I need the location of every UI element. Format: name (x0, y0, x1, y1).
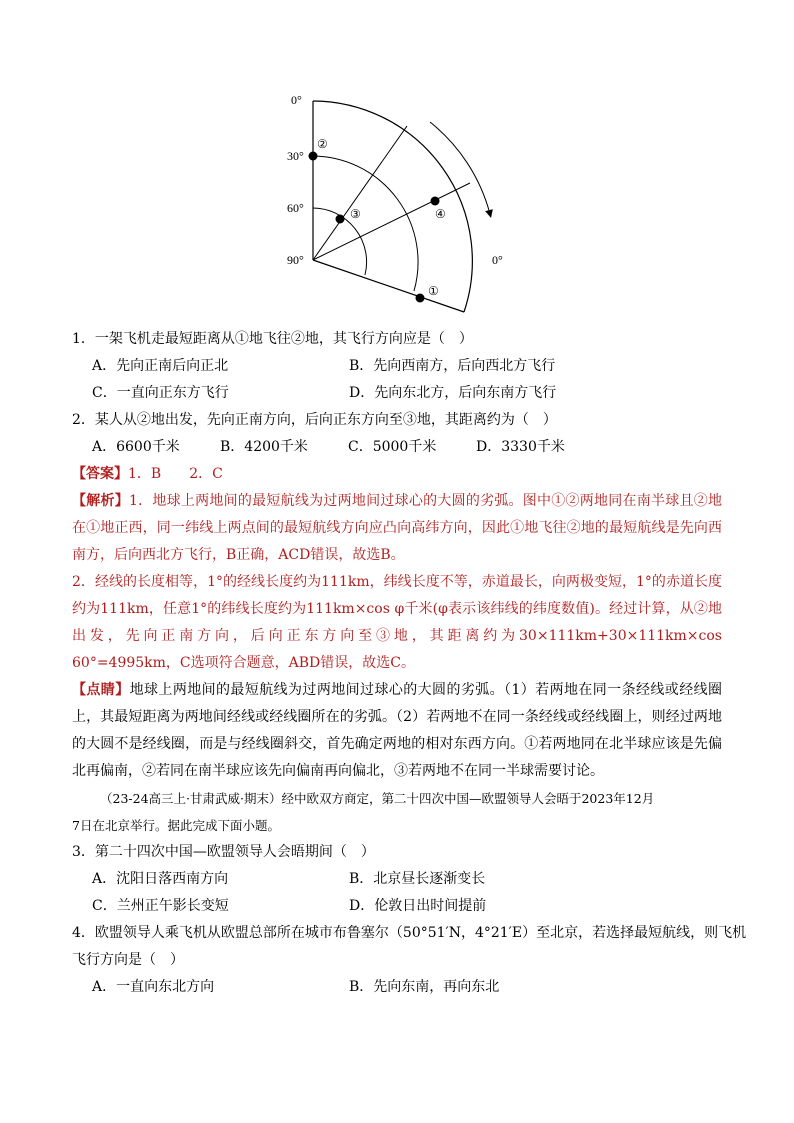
q1-option-a: A．先向正南后向正北 (92, 358, 229, 374)
q4-stem-line2: 飞行方向是（ ） (72, 952, 184, 968)
group-intro-line1: （23-24高三上·甘肃武威·期末）经中欧双方商定，第二十四次中国—欧盟领导人会晤于2023年12月 (100, 791, 655, 806)
polar-quadrant-figure (270, 88, 520, 324)
analysis-p1-text: 1．地球上两地间的最短航线为过两地间过球心的大圆的劣弧。图中①②两地同在南半球且②地在①地正西，同一纬线上两点间的最短航线方向应凸向高纬方向，因此①地飞往②地的最短航线是先向西南方，后向西北方飞行，B正确，ACD错误，故选B。 (72, 493, 723, 563)
q1-option-c: C．一直向正东方飞行 (92, 385, 229, 401)
lat-label-30: 30° (287, 149, 304, 163)
q3-options-row1 (72, 866, 722, 893)
q4-options (72, 974, 722, 1001)
q4-option-b: B．先向东南，再向东北 (349, 979, 500, 995)
lat-label-0: 0° (291, 93, 302, 107)
outer-arc (313, 101, 472, 312)
point-4-dot (431, 197, 440, 206)
point-4-label: ④ (435, 207, 446, 221)
lat-label-90: 90° (287, 253, 304, 267)
analysis-p1 (72, 488, 722, 569)
point-tag: 【点睛】 (72, 682, 130, 698)
analysis-p2: 2．经线的长度相等，1°的经线长度约为111km，纬线长度不等，赤道最长，向两极变短，1°的赤道长度约为111km，任意1°的纬线长度约为111km×cos φ千米(φ表示该纬线的纬度数值)。经过计算，从②地出发，先向正南方向，后向正东方向至③地，其距离约为30×111km+30×111km×cos 60°=4995km，C选项符合题意，ABD错误，故选C。 (72, 574, 722, 671)
q3-options-row2 (72, 893, 722, 920)
q2-stem: 2．某人从②地出发，先向正南方向，后向正东方向至③地，其距离约为（ ） (72, 412, 557, 428)
q2-option-d: D．3330千米 (476, 439, 565, 455)
point-1-dot (416, 294, 425, 303)
q1-option-b: B．先向西南方，后向西北方飞行 (349, 358, 556, 374)
q1-stem: 1．一架飞机走最短距离从①地飞往②地，其飞行方向应是（ ） (72, 331, 473, 347)
group-intro-line2: 7日在北京举行。据此完成下面小题。 (72, 818, 280, 833)
answer-tag: 【答案】 (72, 466, 128, 482)
analysis-tag: 【解析】 (72, 493, 129, 509)
q2-option-a: A．6600千米 (92, 439, 180, 455)
point-3-label: ③ (350, 207, 361, 221)
q1-options-row1 (72, 353, 722, 380)
answer-line (72, 461, 722, 488)
q2-option-c: C．5000千米 (348, 439, 437, 455)
meridian-bottom (313, 260, 464, 312)
q3-stem: 3．第二十四次中国—欧盟领导人会晤期间（ ） (72, 844, 375, 860)
point-text: 地球上两地间的最短航线为过两地间过球心的大圆的劣弧。（1）若两地在同一条经线或经线圈上，其最短距离为两地间经线或经线圈所在的劣弧。（2）若两地不在同一条经线或经线圈上，则经过两地的大圆不是经线圈，而是与经线圈斜交，首先确定两地的相对东西方向。①若两地同在北半球应该是先偏北再偏南，②若同在南半球应该先向偏南再向偏北，③若两地不在同一半球需要讨论。 (72, 682, 722, 779)
lat-label-60: 60° (287, 201, 304, 215)
hemisphere-diagram (270, 88, 520, 324)
q4-stem-line1: 4．欧盟领导人乘飞机从欧盟总部所在城市布鲁塞尔（50°51′N，4°21′E）至北京，若选择最短航线，则飞机 (72, 925, 747, 941)
point-3-dot (336, 215, 345, 224)
q2-options (72, 434, 722, 461)
point-2-label: ② (317, 137, 328, 151)
q3-option-a: A．沈阳日落西南方向 (92, 871, 229, 887)
answer-text: 1．B 2．C (128, 466, 223, 482)
point-2-dot (309, 152, 318, 161)
point-paragraph (72, 677, 722, 785)
q3-option-c: C．兰州正午影长变短 (92, 898, 229, 914)
equator-label: 0° (492, 253, 503, 267)
q3-option-d: D．伦敦日出时间提前 (349, 898, 487, 914)
q2-option-b: B．4200千米 (220, 439, 308, 455)
point-1-label: ① (428, 284, 439, 298)
q3-option-b: B．北京昼长逐渐变长 (349, 871, 486, 887)
q4-option-a: A．一直向东北方向 (92, 979, 215, 995)
q1-option-d: D．先向东北方，后向东南方飞行 (349, 385, 557, 401)
document-body (72, 326, 747, 1001)
q1-options-row2 (72, 380, 722, 407)
